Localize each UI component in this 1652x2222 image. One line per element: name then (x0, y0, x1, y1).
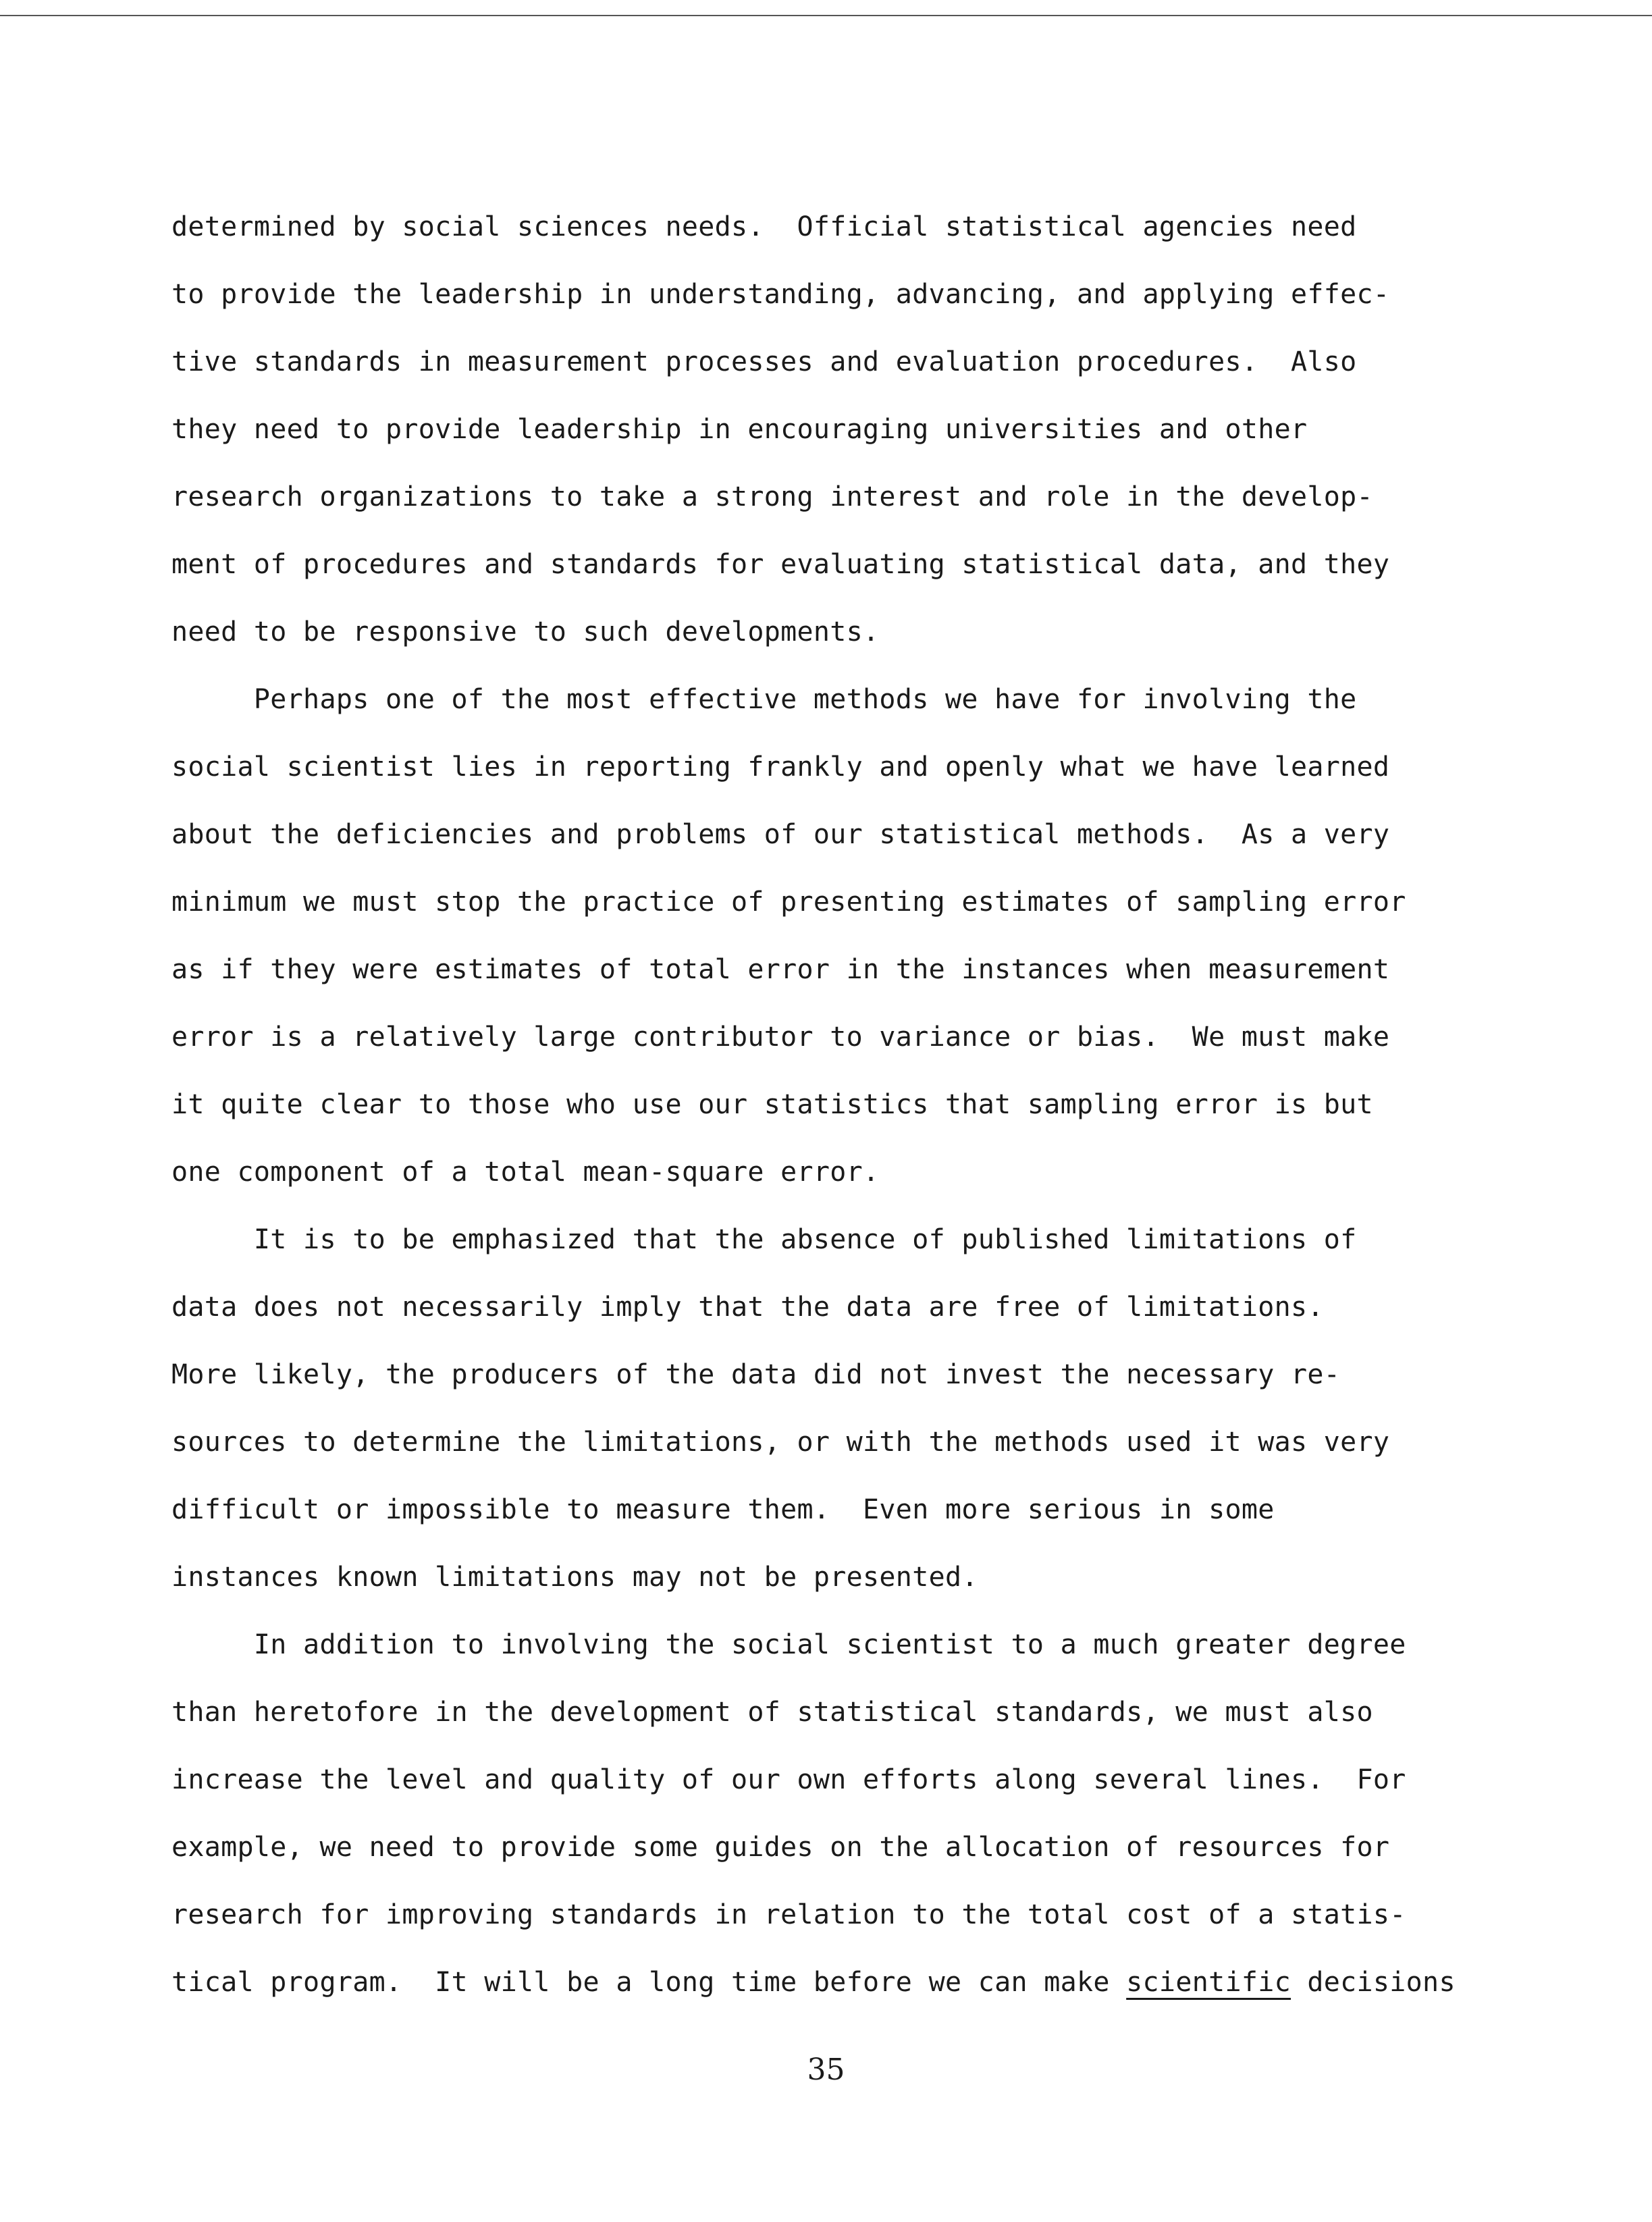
text-line: to provide the leadership in understanding, advancing, and applying effec- (171, 279, 1390, 310)
text-line: research for improving standards in relation to the total cost of a statis- (171, 1899, 1406, 1930)
text-line-final (171, 1958, 1456, 2026)
text-line: Perhaps one of the most effective methods we have for involving the (171, 684, 1357, 715)
text-line: ment of procedures and standards for evaluating statistical data, and they (171, 549, 1390, 580)
text-line: it quite clear to those who use our statistics that sampling error is but (171, 1089, 1373, 1120)
text-line-final-start: tical program. It will be a long time before we can make (171, 1967, 1127, 1998)
text-line: they need to provide leadership in encouraging universities and other (171, 414, 1308, 445)
text-line: More likely, the producers of the data did not invest the necessary re- (171, 1359, 1341, 1390)
text-line: need to be responsive to such developments. (171, 616, 880, 647)
text-line: data does not necessarily imply that the data are free of limitations. (171, 1292, 1324, 1323)
text-line: determined by social sciences needs. Official statistical agencies need (171, 211, 1357, 242)
text-line: than heretofore in the development of statistical standards, we must also (171, 1697, 1373, 1728)
text-line: about the deficiencies and problems of our statistical methods. As a very (171, 819, 1390, 850)
text-line: research organizations to take a strong interest and role in the develop- (171, 481, 1373, 512)
text-line: In addition to involving the social scientist to a much greater degree (171, 1629, 1406, 1660)
text-line-final-end: decisions (1291, 1967, 1456, 1998)
text-line: one component of a total mean-square error. (171, 1157, 880, 1188)
text-line: example, we need to provide some guides on the allocation of resources for (171, 1832, 1390, 1863)
text-line: difficult or impossible to measure them. Even more serious in some (171, 1494, 1275, 1525)
text-line: sources to determine the limitations, or with the methods used it was very (171, 1427, 1390, 1458)
text-line: instances known limitations may not be presented. (171, 1562, 978, 1593)
text-line: as if they were estimates of total error in the instances when measurement (171, 954, 1390, 985)
underlined-word: scientific (1126, 1967, 1291, 1998)
text-line: increase the level and quality of our own efforts along several lines. For (171, 1764, 1406, 1795)
text-line: It is to be emphasized that the absence of published limitations of (171, 1224, 1357, 1255)
page-number: 35 (807, 2053, 845, 2087)
top-rule (0, 15, 1652, 16)
text-line: minimum we must stop the practice of presenting estimates of sampling error (171, 887, 1406, 918)
text-line: tive standards in measurement processes and evaluation procedures. Also (171, 346, 1357, 377)
text-line: social scientist lies in reporting frankly and openly what we have learned (171, 751, 1390, 783)
text-line: error is a relatively large contributor to variance or bias. We must make (171, 1022, 1390, 1053)
